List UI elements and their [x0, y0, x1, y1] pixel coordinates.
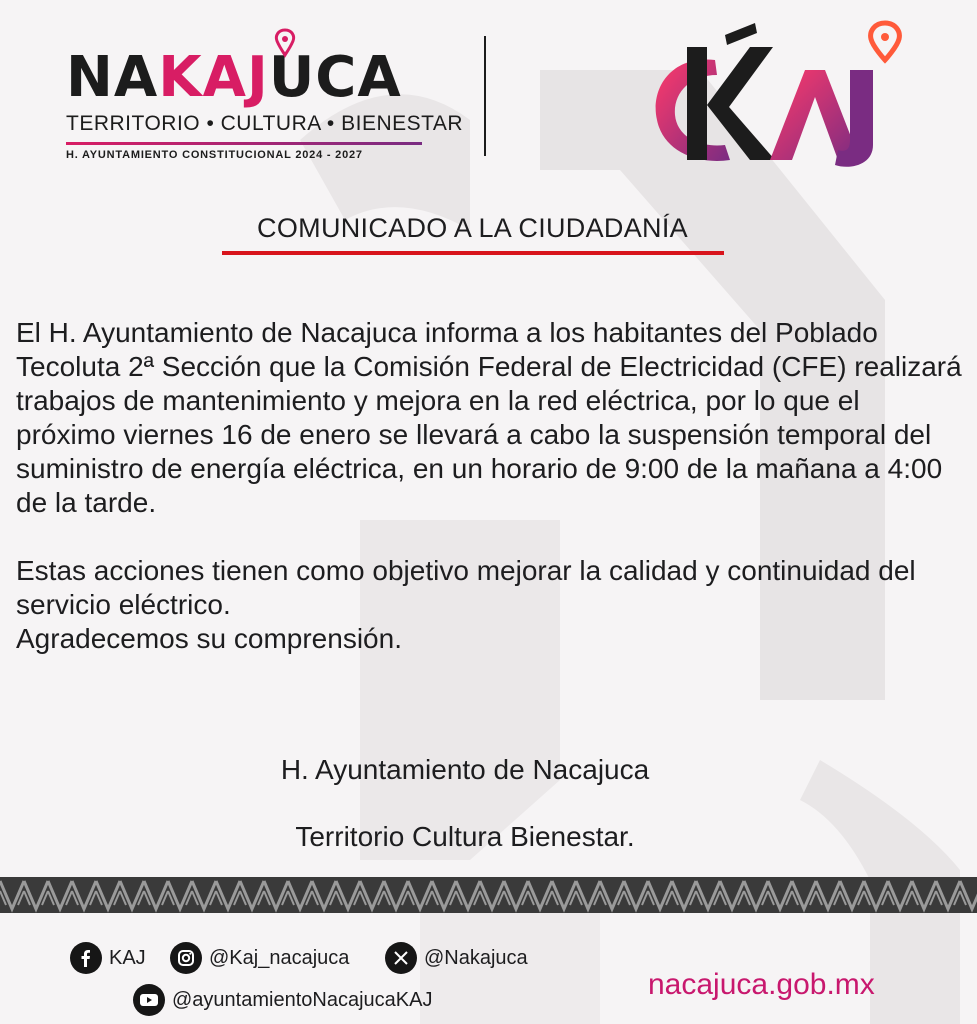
- nacajuca-logo: [62, 28, 464, 163]
- facebook-icon: [70, 942, 102, 974]
- notice-paragraph-1: El H. Ayuntamiento de Nacajuca informa a los habitantes del Poblado Tecoluta 2ª Sección que la Comisión Federal de Electricidad (CFE) realizará trabajos de mantenimiento y mejora en la red eléctrica, por lo que el próximo viernes 16 de enero se llevará a cabo la suspensión temporal del suministro de energía eléctrica, en un horario de 9:00 de la mañana a 4:00 de la tarde.: [16, 317, 962, 518]
- instagram-handle: @Kaj_nacajuca: [209, 946, 350, 969]
- pattern-band: [0, 877, 977, 913]
- logo-wordmark: [66, 45, 402, 110]
- facebook-link[interactable]: [70, 942, 146, 974]
- notice-paragraph-2: Estas acciones tienen como objetivo mejorar la calidad y continuidad del servicio eléctrico.: [16, 555, 916, 620]
- notice-heading: COMUNICADO A LA CIUDADANÍA: [257, 213, 688, 243]
- youtube-link[interactable]: [133, 984, 432, 1016]
- youtube-icon: [133, 984, 165, 1016]
- pin-icon: [272, 28, 298, 58]
- signature: H. Ayuntamiento de Nacajuca: [280, 754, 650, 785]
- logo-word-k: K: [158, 45, 203, 110]
- x-link[interactable]: [385, 942, 528, 974]
- slogan: Territorio Cultura Bienestar.: [295, 821, 635, 852]
- logo-tagline: TERRITORIO • CULTURA • BIENESTAR: [66, 112, 464, 135]
- notice-thanks: Agradecemos su comprensión.: [16, 623, 402, 654]
- logo-rule: [66, 142, 422, 145]
- instagram-icon: [170, 942, 202, 974]
- website-link[interactable]: nacajuca.gob.mx: [648, 968, 875, 1001]
- x-icon: [385, 942, 417, 974]
- heading-underline: [222, 251, 724, 255]
- facebook-handle: KAJ: [109, 946, 146, 969]
- logo-word-pre: NA: [66, 45, 159, 110]
- x-handle: @Nakajuca: [424, 946, 528, 969]
- youtube-handle: @ayuntamientoNacajucaKAJ: [172, 988, 433, 1011]
- logo-divider: [484, 36, 486, 156]
- logo-subtitle: H. AYUNTAMIENTO CONSTITUCIONAL 2024 - 2027: [66, 149, 363, 161]
- instagram-link[interactable]: [170, 942, 349, 974]
- logo-word-mid: AJ: [202, 45, 269, 110]
- logo-word-post: UCA: [268, 45, 402, 110]
- notice-body: [16, 316, 966, 656]
- kaj-logo: [645, 15, 920, 175]
